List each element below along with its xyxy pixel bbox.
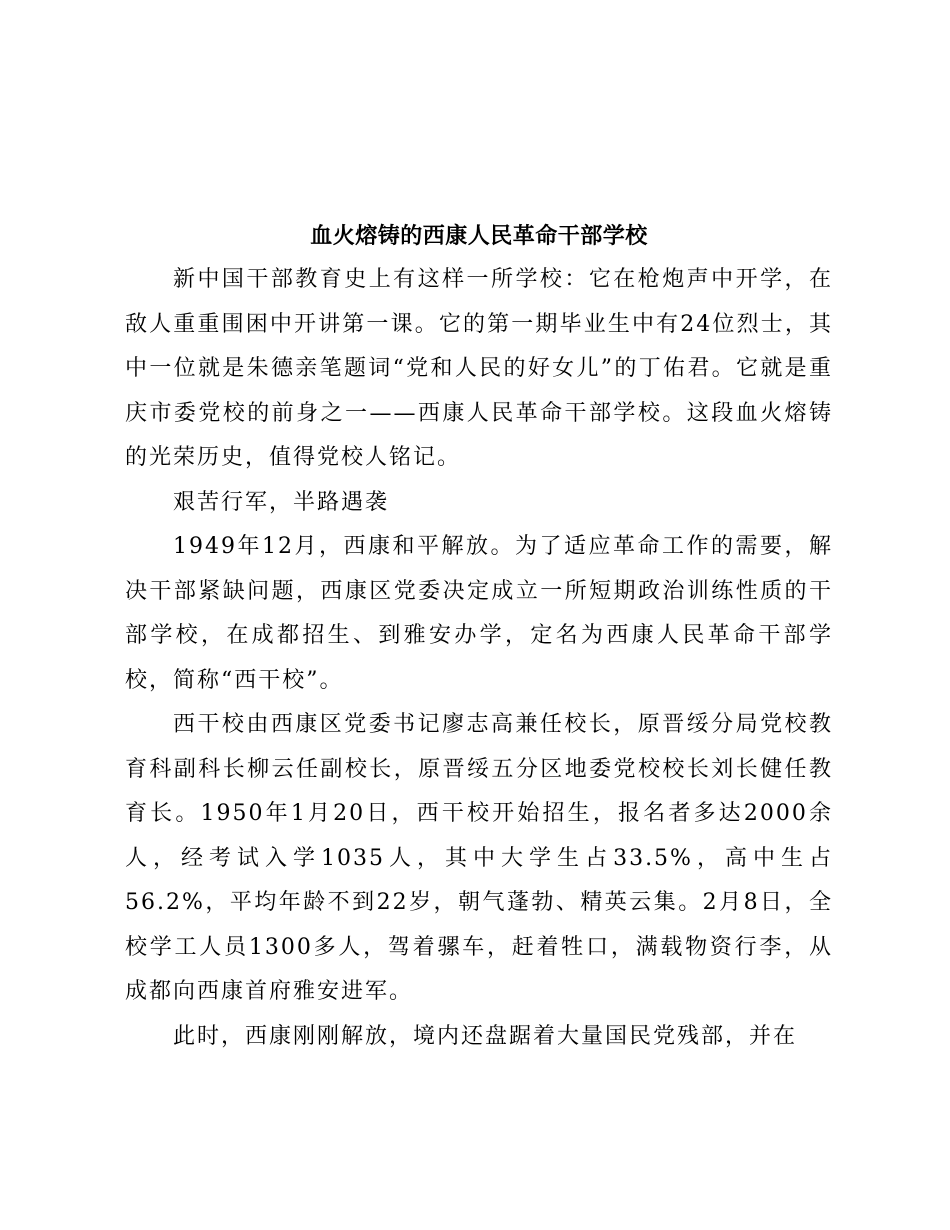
paragraph-leadership: 西干校由西康区党委书记廖志高兼任校长，原晋绥分局党校教育科副科长柳云任副校长，原晋绥五分区地委党校校长刘长健任教育长。1950年1月20日，西干校开始招生，报名者多达2000余人，经考试入学1035人，其中大学生占33.5%，高中生占56.2%，平均年龄不到22岁，朝气蓬勃、精英云集。2月8日，全校学工人员1300多人，驾着骡车，赶着牲口，满载物资行李，从成都向西康首府雅安进军。 <box>125 712 833 1004</box>
paragraph-situation: 此时，西康刚刚解放，境内还盘踞着大量国民党残部，并在 <box>173 1023 798 1049</box>
document-title: 血火熔铸的西康人民革命干部学校 <box>310 223 648 249</box>
paragraph-intro: 新中国干部教育史上有这样一所学校：它在枪炮声中开学，在敌人重重围困中开讲第一课。它的第一期毕业生中有24位烈士，其中一位就是朱德亲笔题词“党和人民的好女儿”的丁佑君。它就是重庆市委党校的前身之一——西康人民革命干部学校。这段血火熔铸的光荣历史，值得党校人铭记。 <box>125 267 833 470</box>
section-heading: 艰苦行军，半路遇袭 <box>173 489 390 515</box>
document-page <box>125 218 833 1059</box>
paragraph-founding: 1949年12月，西康和平解放。为了适应革命工作的需要，解决干部紧缺问题，西康区党委决定成立一所短期政治训练性质的干部学校，在成都招生、到雅安办学，定名为西康人民革命干部学校，简称“西干校”。 <box>125 534 833 693</box>
